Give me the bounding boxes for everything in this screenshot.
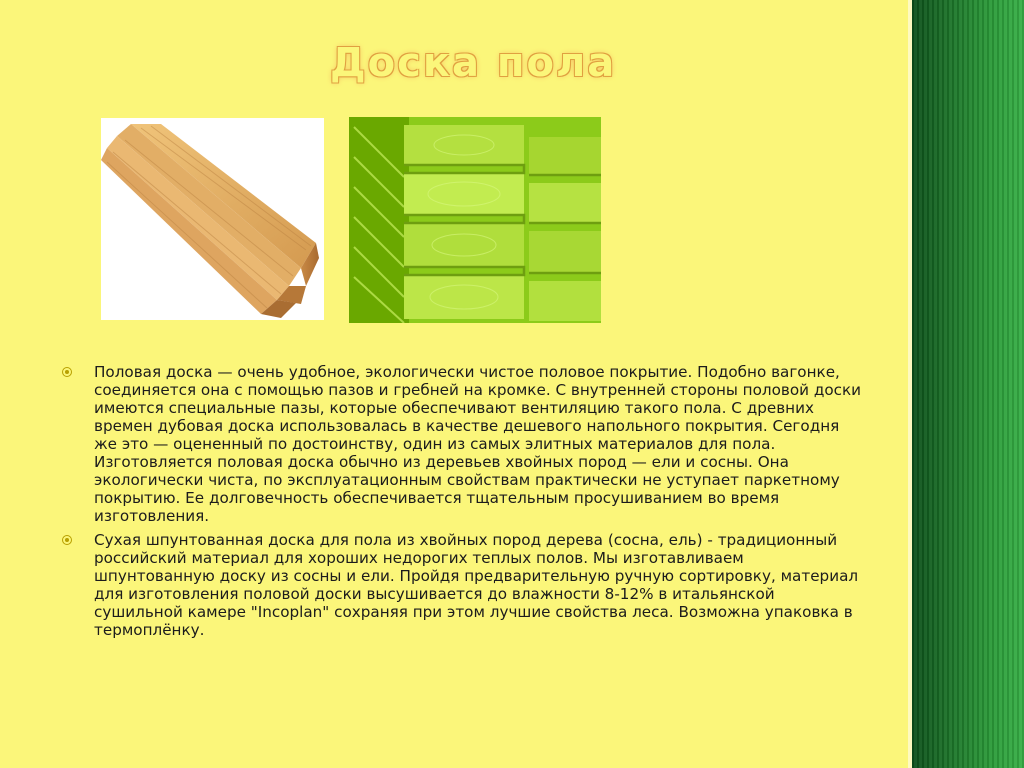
body-text: [62, 363, 862, 645]
bullet-item: [62, 363, 862, 525]
bullet-item: [62, 531, 862, 639]
side-band: [912, 0, 1024, 768]
slide-title: Доска пола: [330, 40, 617, 86]
planks-photo: [101, 118, 324, 320]
bullet-text: Сухая шпунтованная доска для пола из хвойных пород дерева (сосна, ель) - традиционный российский материал для хороших недорогих теплых полов. Мы изготавливаем шпунтованную доску из сосны и ели. Пройдя предварительную ручную сортировку, материал для изготовления половой доски высушивается до влажности 8-12% в итальянской сушильной камере "Incoplan" сохраняя при этом лучшие свойства леса. Возможна упаковка в термоплёнку.: [94, 531, 859, 639]
bullet-icon: [62, 367, 72, 377]
bullet-text: Половая доска — очень удобное, экологически чистое половое покрытие. Подобно вагонке, соединяется она с помощью пазов и гребней на кромке. С внутренней стороны половой доски имеются специальные пазы, которые обеспечивают вентиляцию такого пола. С древних времен дубовая доска использовалась в качестве дешевого напольного покрытия. Сегодня же это — оцененный по достоинству, один из самых элитных материалов для пола. Изготовляется половая доска обычно из деревьев хвойных пород — ели и сосны. Она экологически чиста, по эксплуатационным свойствам практически не уступает паркетному покрытию. Ее долговечность обеспечивается тщательным просушиванием во время изготовления.: [94, 363, 862, 525]
bullet-icon: [62, 535, 72, 545]
boards-closeup-photo: [349, 117, 601, 323]
